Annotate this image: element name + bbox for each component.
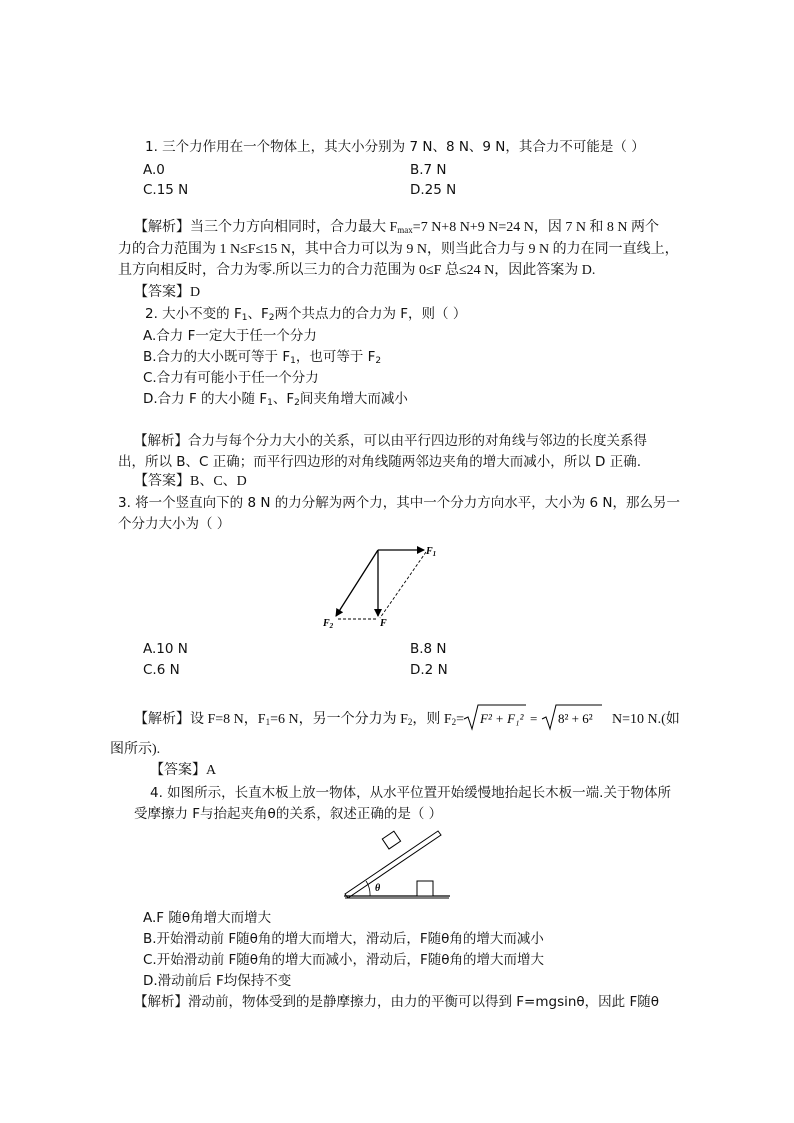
block-on-incline	[382, 831, 400, 849]
q1-analysis-line2: 力的合力范围为 1 N≤F≤15 N，其中合力可以为 9 N，则当此合力与 9 N 的力在同一直线上，	[118, 242, 679, 257]
q1-analysis-line3: 且方向相反时，合力为零.所以三力的合力范围为 0≤F 总≤24 N，因此答案为 D.	[118, 263, 596, 278]
q2-option-d: D.合力 F 的大小随 $F_1$、$F_2$间夹角增大而减小	[143, 391, 408, 408]
q4-stem-line1: 4. 如图所示，长直木板上放一物体，从水平位置开始缓慢地抬起长木板一端.关于物体所	[150, 785, 671, 801]
q3-analysis-result: N=10 N.(如	[612, 712, 680, 727]
q4-option-b: B.开始滑动前 F随θ角的增大而增大，滑动后，F随θ角的增大而减小	[143, 931, 544, 947]
q2-option-c: C.合力有可能小于任一个分力	[143, 370, 319, 386]
dashed-parallel-line	[380, 552, 426, 618]
svg-text:8² + 6²: 8² + 6²	[558, 711, 593, 726]
block-on-ground	[417, 881, 433, 896]
inclined-board-diagram	[340, 825, 456, 901]
q4-option-a: A.F 随θ角增大而增大	[143, 910, 272, 926]
q1-stem: 1. 三个力作用在一个物体上，其大小分别为 7 N、8 N、9 N，其合力不可能是（ ）	[145, 139, 645, 155]
q3-answer: 【答案】A	[150, 763, 217, 778]
theta-label: θ	[375, 883, 381, 894]
q2-option-b: B.合力的大小既可等于 $F_1$，也可等于 $F_2$	[143, 349, 382, 366]
q3-option-c: C.6 N	[143, 662, 180, 678]
svg-text:=: =	[530, 711, 538, 726]
force-decomposition-diagram	[318, 540, 448, 632]
q3-stem-line2: 个分力大小为（ ）	[118, 516, 231, 532]
q4-option-c: C.开始滑动前 F随θ角的增大而减小，滑动后，F随θ角的增大而增大	[143, 952, 545, 968]
q2-analysis-line2: 出，所以 B、C 正确；而平行四边形的对角线随两邻边夹角的增大而减小，所以 D 正确.	[118, 454, 642, 470]
q1-option-a: A.0	[143, 162, 165, 178]
q1-option-c: C.15 N	[143, 182, 189, 198]
q4-option-d: D.滑动前后 F均保持不变	[143, 973, 292, 989]
q3-option-b: B.8 N	[410, 641, 447, 657]
q2-stem: 2. 大小不变的 $F_1$、$F_2$两个共点力的合力为 F，则（ ）	[145, 306, 467, 323]
q3-stem-line1: 3. 将一个竖直向下的 8 N 的力分解为两个力，其中一个分力方向水平，大小为 6 N，那么另一	[118, 495, 681, 511]
label-f2: $F_2$	[323, 618, 334, 630]
f2-diagonal-arrow	[336, 550, 378, 616]
sqrt-formula	[462, 702, 612, 732]
q1-answer: 【答案】D	[134, 285, 201, 300]
q3-analysis-line1: 【解析】设 F=8 N，$F_1=6$ N，另一个分力为 $F_2$，则 $F_2=$	[134, 712, 465, 727]
q2-analysis-line1: 【解析】合力与每个分力大小的关系，可以由平行四边形的对角线与邻边的长度关系得	[134, 433, 647, 449]
q1-analysis-line1: 【解析】当三个力方向相同时，合力最大 $F_{max}=7$ N+8 N+9 N=24 N，因 7 N 和 8 N 两个	[134, 220, 660, 235]
q4-analysis-line1: 【解析】滑动前，物体受到的是静摩擦力，由力的平衡可以得到 F=mgsinθ，因此 F随θ	[134, 994, 660, 1010]
q1-option-b: B.7 N	[410, 162, 447, 178]
q3-option-a: A.10 N	[143, 641, 188, 657]
label-f1: $F_1$	[426, 546, 437, 558]
q3-analysis-line2: 图所示).	[110, 742, 161, 757]
label-f: F	[380, 618, 387, 629]
q2-answer: 【答案】B、C、D	[134, 474, 247, 489]
q4-stem-line2: 受摩擦力 F与抬起夹角θ的关系，叙述正确的是（ ）	[134, 806, 443, 822]
q3-option-d: D.2 N	[410, 662, 448, 678]
svg-text:F² + F₁²: F² + F₁²	[480, 711, 524, 726]
q1-option-d: D.25 N	[410, 182, 457, 198]
q2-option-a: A.合力 F一定大于任一个分力	[143, 328, 317, 344]
